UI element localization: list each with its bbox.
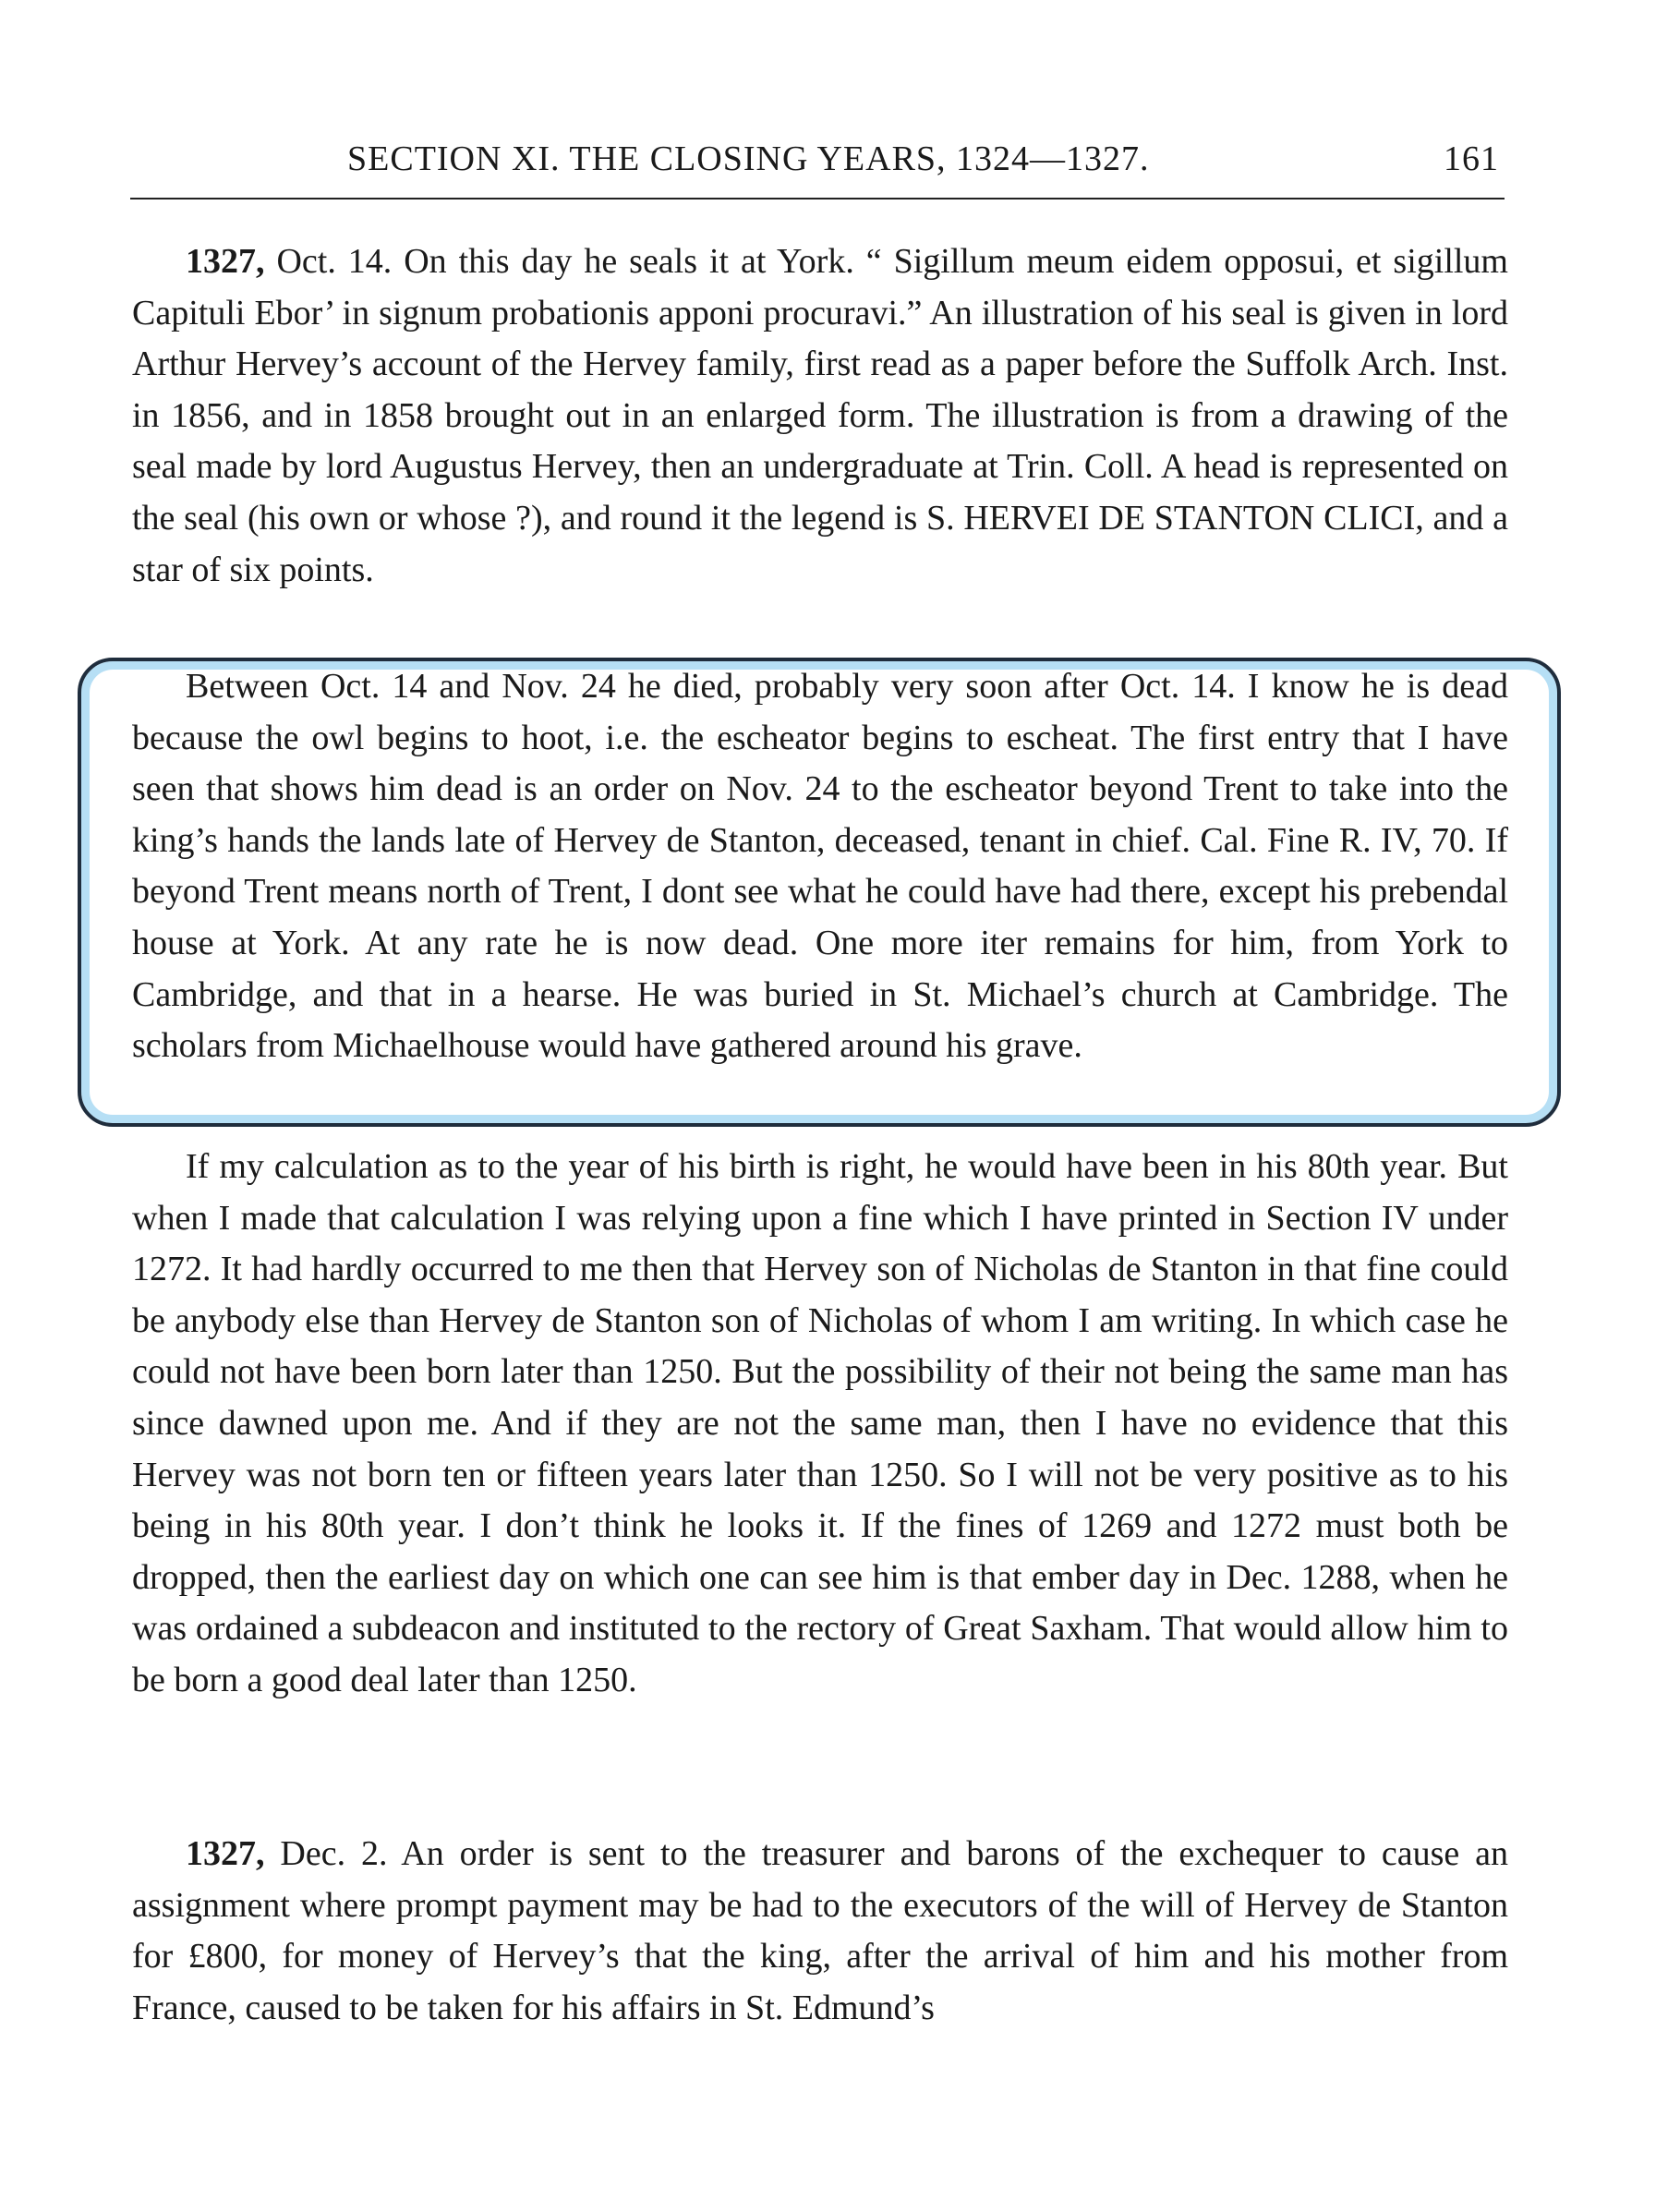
- paragraph-death: [132, 661, 1508, 1072]
- header-rule: [130, 198, 1505, 199]
- running-header: [130, 139, 1505, 185]
- paragraph-text: Dec. 2. An order is sent to the treasurer and barons of the exchequer to cause an assignment where prompt payment may be had to the executors of the will of Hervey de Stanton for £800, for money of Hervey’s that the king, after the arrival of him and his mother from France, caused to be taken for his affairs in St. Edmund’s: [132, 1834, 1508, 2027]
- paragraph-text: Oct. 14. On this day he seals it at York. “ Sigillum meum eidem opposui, et sigillum Capituli Ebor’ in signum probationis apponi procuravi.” An illustration of his seal is given in lord Arthur Hervey’s account of the Hervey family, first read as a paper before the Suffolk Arch. Inst. in 1856, and in 1858 brought out in an enlarged form. The illustration is from a drawing of the seal made by lord Augustus Hervey, then an undergraduate at Trin. Coll. A head is represented on the seal (his own or whose ?), and round it the legend is S. HERVEI DE STANTON CLICI, and a star of six points.: [132, 242, 1508, 589]
- paragraph-dec-2: [132, 1829, 1508, 2034]
- paragraph-text: If my calculation as to the year of his birth is right, he would have been in his 80th year. But when I made that calculation I was relying upon a fine which I have printed in Section IV under 1272. It had hardly occurred to me then that Hervey son of Nicholas de Stanton in that fine could be anybody else than Hervey de Stanton son of Nicholas of whom I am writing. In which case he could not have been born later than 1250. But the possibility of their not being the same man has since dawned upon me. And if they are not the same man, then I have no evidence that this Hervey was not born ten or fifteen years later than 1250. So I will not be very positive as to his being in his 80th year. I don’t think he looks it. If the fines of 1269 and 1272 must both be dropped, then the earliest day on which one can see him is that ember day in Dec. 1288, when he was ordained a subdeacon and instituted to the rectory of Great Saxham. That would allow him to be born a good deal later than 1250.: [132, 1147, 1508, 1699]
- paragraph-lead-year: 1327,: [186, 242, 265, 281]
- paragraph-birth-calculation: [132, 1142, 1508, 1707]
- paragraph-oct-14: [132, 236, 1508, 596]
- section-title: SECTION XI. THE CLOSING YEARS, 1324—1327.: [347, 139, 1150, 178]
- page-number: 161: [1444, 139, 1499, 178]
- paragraph-text: Between Oct. 14 and Nov. 24 he died, probably very soon after Oct. 14. I know he is dead because the owl begins to hoot, i.e. the escheator begins to escheat. The first entry that I have seen that shows him dead is an order on Nov. 24 to the escheator beyond Trent to take into the king’s hands the lands late of Hervey de Stanton, deceased, tenant in chief. Cal. Fine R. IV, 70. If beyond Trent means north of Trent, I dont see what he could have had there, except his prebendal house at York. At any rate he is now dead. One more iter remains for him, from York to Cambridge, and that in a hearse. He was buried in St. Michael’s church at Cambridge. The scholars from Michaelhouse would have gathered around his grave.: [132, 667, 1508, 1066]
- paragraph-lead-year: 1327,: [186, 1834, 265, 1873]
